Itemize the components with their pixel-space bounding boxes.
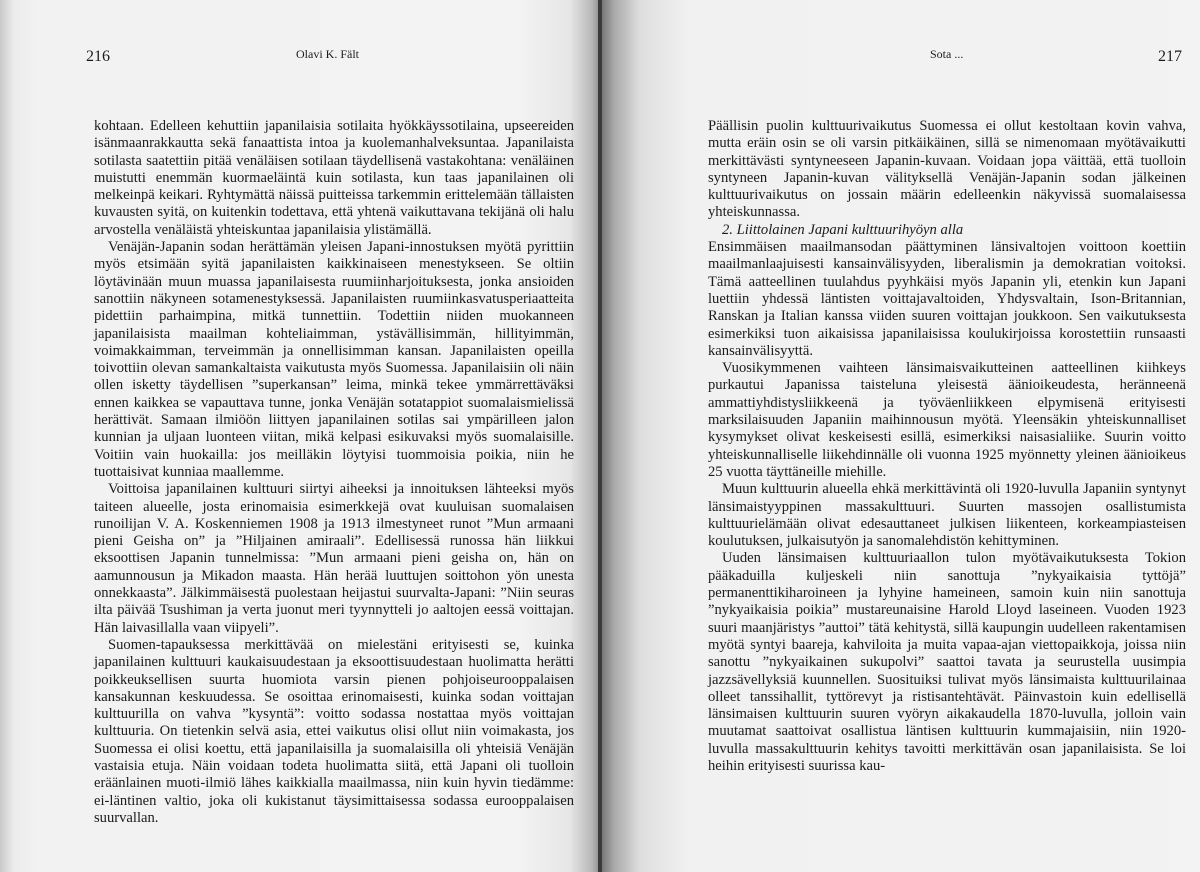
right-running-head: Sota ... [930, 47, 964, 61]
book-spine [598, 0, 602, 872]
right-page-body [708, 118, 1186, 775]
left-paragraph-2: Venäjän-Japanin sodan herättämän yleisen Japani-innostuksen myötä pyrittiin myös etsimään syitä japanilaisten kaikkinaiseen menestykseen. Se oltiin löytävinään muun muassa japanilaisesta ruumiinharjoituksesta, jonka ansioiden sanottiin näkyneen sotamenestyksessä. Japanilaisten ruumiinkasvatusperiaatteita pidettiin parhaimpina, mitkä tunnettiin. Todettiin niiden muokanneen japanilaisista maailman kohteliaimman, ystävällisimmän, hillityimmän, voimakkaimman, terveimmän ja onnellisimman kansan. Japanilaisten opeilla toivottiin olevan samankaltaista vaikutusta myös Suomessa. Japanilaisiin oli näin ollen isketty täydellisen ”superkansan” leima, minkä tekee ymmärrettäväksi ennen kaikkea se vapauttava tunne, jonka Venäjän sotatappiot suomalaismielissä herättivät. Samaan ilmiöön liittyen japanilainen sotilas sai ympärilleen jalon kunnian ja uljaan luonteen viitan, mikä kelpasi esikuvaksi myös suomalaisille. Voitiin vain huokailla: jos meilläkin löytyisi tuommoisia poikia, niin he tuottaisivat kunniaa maallemme. [94, 239, 574, 480]
right-paragraph-1: Ensimmäisen maailmansodan päättyminen länsivaltojen voittoon koettiin maailmanlaajuisesti kansainvälisyyden, liberalismin ja demokratian voitoksi. Tämä aatteellinen tuulahdus pyyhkäisi myös Japanin yli, etenkin kun Japani luettiin yhdessä läntisten voittajavaltoiden, Yhdysvaltain, Ison-Britannian, Ranskan ja Italian kanssa viiden suuren voittajan joukkoon. Sen vaikutuksesta esimerkiksi tuon aikaisissa japanilaisissa koulukirjoissa korostettiin runsaasti kansainvälisyyttä. [708, 239, 1186, 359]
left-running-head: Olavi K. Fält [296, 47, 359, 61]
left-paragraph-4: Suomen-tapauksessa merkittävää on mielestäni erityisesti se, kuinka japanilainen kulttuuri kaukaisuudestaan ja eksoottisuudestaan huolimatta herätti poikkeuksellisen suurta huomiota varsin pienen pohjoiseurooppalaisen kansakunnan keskuudessa. Se osoittaa erinomaisesti, kuinka sodan voittajan kulttuurilla on vahva ”kysyntä”: voitto sodassa nostattaa myös voittajan kulttuuria. On tietenkin selvä asia, ettei vaikutus olisi ollut niin voimakasta, jos Suomessa ei olisi koettu, että japanilaisilla ja suomalaisilla oli yhteisiä Venäjän vastaisia etuja. Näin voidaan todeta huolimatta siitä, että Japani oli tuolloin eräänlainen muoti-ilmiö lähes kaikkialla maailmassa, niin kuin hyvin tiedämme: ei-läntinen valtio, joka oli kukistanut täysimittaisessa sodassa eurooppalaisen suurvallan. [94, 636, 574, 826]
right-page-number: 217 [1158, 48, 1182, 65]
right-opening-paragraph: Päällisin puolin kulttuurivaikutus Suomessa ei ollut kestoltaan kovin vahva, mutta eräin osin se oli varsin pitkäikäinen, sillä se nimenomaan myötävaikutti merkittävästi syntyneeseen Japanin-kuvaan. Voidaan jopa väittää, että tuolloin syntyneen Japanin-kuvan välityksellä Venäjän-Japanin sodan jälkeinen kulttuurivaikutus on jossain määrin edelleenkin näkyvissä suomalaisessa yhteiskunnassa. [708, 118, 1186, 221]
right-page-header [600, 44, 1200, 68]
left-paragraph-1: kohtaan. Edelleen kehuttiin japanilaisia sotilaita hyökkäyssotilaina, upseereiden isänmaanrakkautta sekä fanaattista intoa ja kuolemanhalveksuntaa. Japanilaista sotilasta saatettiin pitää venäläisen sotilaan täydellisenä vastakohtana: venäläinen muistutti enemmän kuormaeläintä kuin sotilasta, kun taas japanilainen oli melkeinpä keikari. Ryhtymättä näissä puitteissa tarkemmin erittelemään tällaisten kuvausten syitä, on kuitenkin todettava, että yhtenä vaikuttavana tekijänä oli halu arvostella venäläistä yhteiskuntaa japanilaisia ylistämällä. [94, 118, 574, 238]
left-page-header [0, 44, 600, 68]
right-page [600, 0, 1200, 872]
right-paragraph-3: Muun kulttuurin alueella ehkä merkittävintä oli 1920-luvulla Japaniin syntynyt länsimaistyyppinen massakulttuuri. Suurten massojen osallistumista kulttuurielämään olivat edesauttaneet julkisen liikenteen, korkeampiasteisen koulutuksen, julkaisutyön ja sanomalehdistön kehittyminen. [708, 481, 1186, 550]
section-heading: 2. Liittolainen Japani kulttuurihyöyn alla [722, 221, 964, 238]
left-page-body [94, 118, 574, 827]
right-paragraph-2: Vuosikymmenen vaihteen länsimaisvaikutteinen aatteellinen kiihkeys purkautui Japanissa taisteluna yleisestä äänioikeudesta, heränneenä ammattiyhdistysliikkeenä ja työväenliikkeen elpymisenä erityisesti marksilaisuuden Japaniin maihinnousun myötä. Yleensäkin yhteiskunnalliset kysymykset olivat keskeisesti esillä, esimerkiksi naisasialiike. Suurin voitto yhteiskunnalliselle liikehdinnälle oli vuonna 1925 myönnetty yleinen äänioikeus 25 vuotta täyttäneille miehille. [708, 360, 1186, 480]
left-paragraph-3: Voittoisa japanilainen kulttuuri siirtyi aiheeksi ja innoituksen lähteeksi myös taiteen alueelle, josta erinomaisia esimerkkejä ovat kuuluisan suomalaisen runoilijan V. A. Koskenniemen 1908 ja 1913 ilmestyneet runot ”Mun armaani pieni Geisha on” ja ”Hiljainen amiraali”. Edellisessä runossa hän liikkui eksoottisen Japanin tunnelmissa: ”Mun armaani pieni geisha on, hän on aamunnousun ja Mikadon maasta. Hän herää luuttujen soittohon yön unesta onnekkaasta”. Jälkimmäisestä puolestaan heijastui suurvalta-Japani: ”Niin seuras ilta päivää Tsushiman ja verta juonut meri tyynnytteli jo aaltojen eessä voittajan. Hän laivasillalla vaan viipyeli”. [94, 481, 574, 636]
left-page-number: 216 [86, 48, 110, 65]
right-paragraph-4: Uuden länsimaisen kulttuuriaallon tulon myötävaikutuksesta Tokion pääkaduilla kuljeskeli niin sanottuja ”nykyaikaisia tyttöjä” permanenttikiharoineen ja lyhyine hameineen, samoin kuin niin sanottuja ”nykyaikaisia poikia” mustareunaisine Harold Lloyd laseineen. Vuoden 1923 suuri maanjäristys ”auttoi” tätä kehitystä, sillä kaupungin uudelleen rakentamisen myötä syntyi baareja, kahviloita ja muita vapaa-ajan viettopaikkoja, joissa niin sanottu ”nykyaikainen sukupolvi” saattoi tavata ja seurustella uusimpia jazzsävellyksiä kuunnellen. Suosituiksi tulivat myös länsimaista kulttuurilainaa olleet tanssihallit, tyttörevyt ja ristisantehtävät. Päinvastoin kuin edellisellä länsimaisen kulttuurin suuren vyöryn aikakaudella 1870-luvulla, jolloin vain muutamat saattoivat osallistua läntisen kulttuurin kummajaisiin, niin 1920-luvulla massakulttuurin kehitys tavoitti merkittävän osan japanilaisista. Se loi heihin erityisesti suurissa kau- [708, 550, 1186, 774]
